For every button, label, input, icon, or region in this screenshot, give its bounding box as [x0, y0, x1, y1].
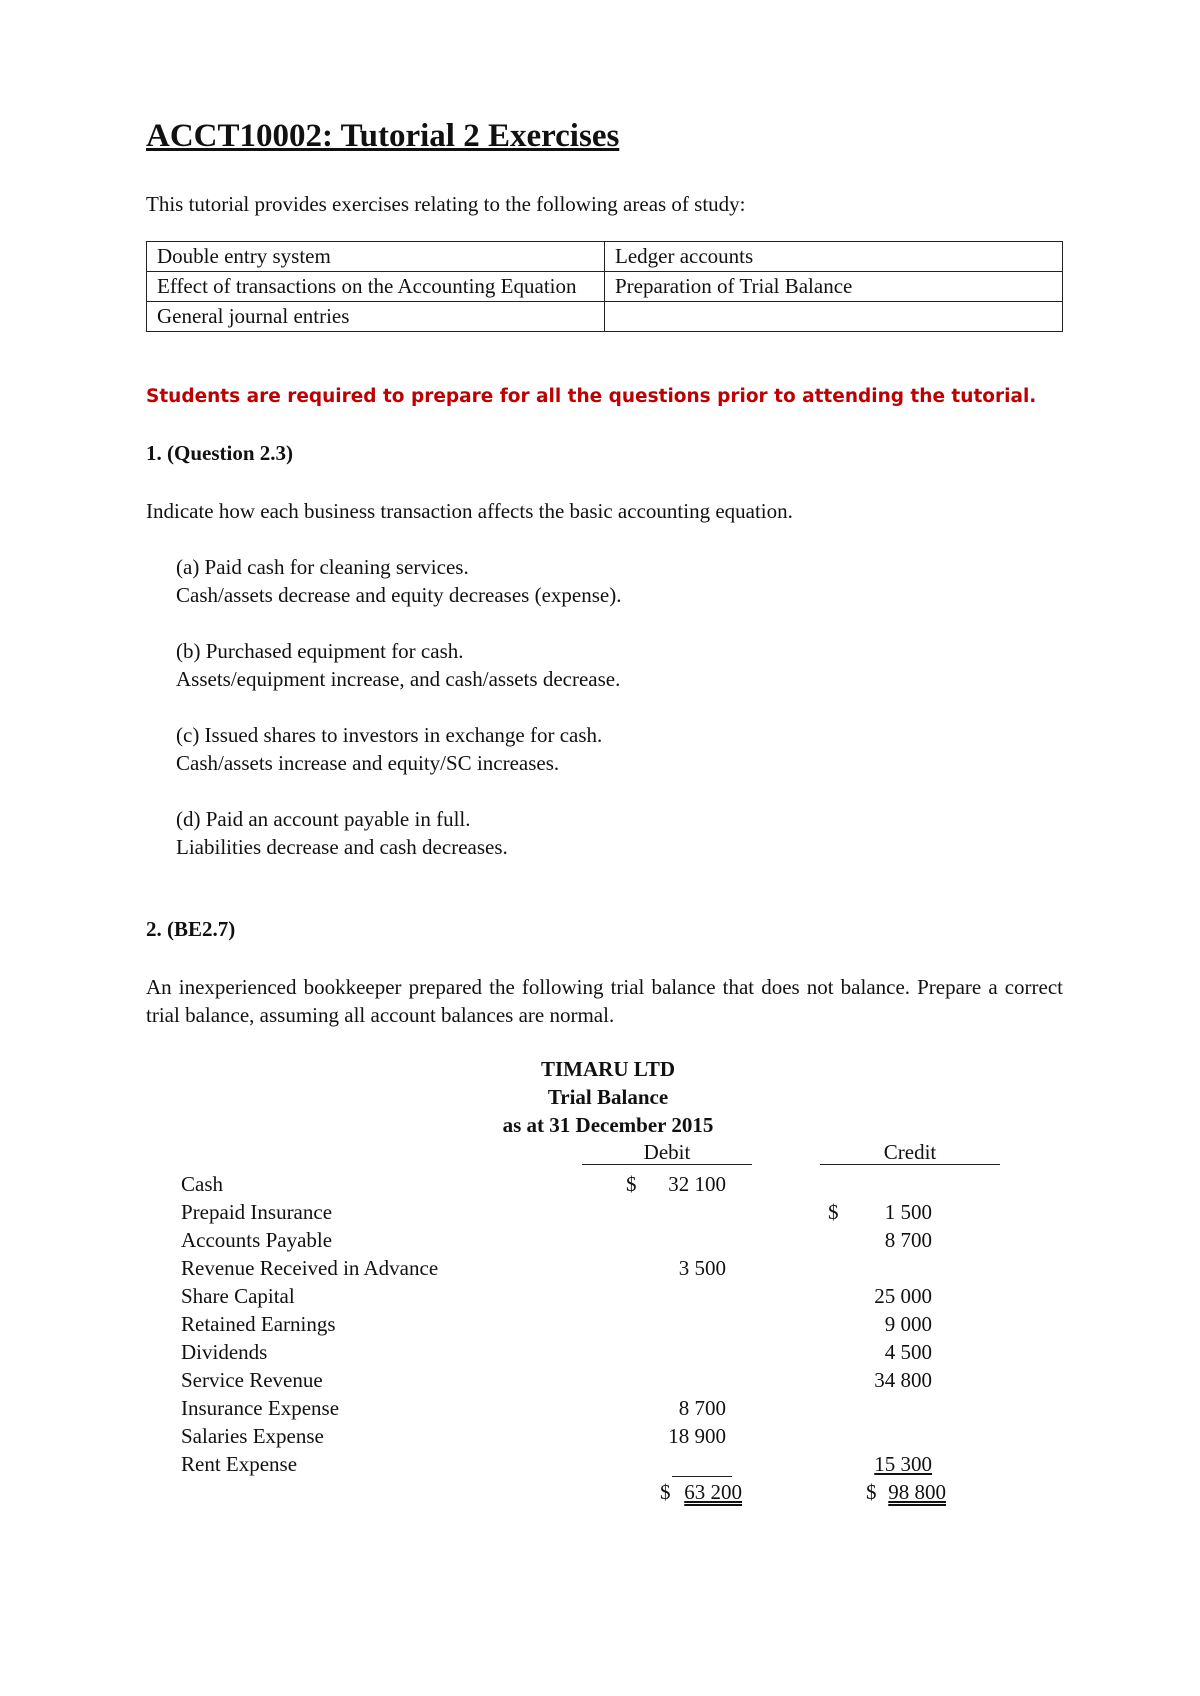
- tb-account-label: Cash: [181, 1172, 223, 1196]
- tb-account-label: Rent Expense: [181, 1452, 298, 1476]
- tb-account-label: Salaries Expense: [181, 1424, 324, 1448]
- tb-account-label: Service Revenue: [181, 1368, 323, 1392]
- tb-debit-amount: 32 100: [668, 1172, 726, 1196]
- q1-item-b: [176, 637, 620, 693]
- tb-credit-amount: 4 500: [884, 1340, 932, 1364]
- table-row: [147, 302, 1063, 332]
- tb-credit-amount: 15 300: [874, 1452, 932, 1476]
- tb-credit-amount: 25 000: [874, 1284, 932, 1308]
- table-row: [147, 272, 1063, 302]
- q1-item-question: (d) Paid an account payable in full.: [176, 807, 471, 831]
- tb-debit-amount: 8 700: [678, 1396, 726, 1420]
- topic-cell: Effect of transactions on the Accounting Equation: [147, 272, 605, 302]
- tb-company: TIMARU LTD: [541, 1057, 675, 1081]
- tb-account-label: Retained Earnings: [181, 1312, 336, 1336]
- q1-item-answer: Assets/equipment increase, and cash/assets decrease.: [176, 667, 621, 691]
- tb-account-label: Prepaid Insurance: [181, 1200, 333, 1224]
- q1-item-question: (b) Purchased equipment for cash.: [176, 639, 464, 663]
- q1-item-answer: Cash/assets decrease and equity decreases (expense).: [176, 583, 622, 607]
- tb-credit-amount: 8 700: [884, 1228, 932, 1252]
- tb-debit-amount: 18 900: [668, 1424, 726, 1448]
- q1-item-question: (c) Issued shares to investors in exchange for cash.: [176, 723, 603, 747]
- tb-total-debit: 63 200: [684, 1480, 742, 1504]
- tb-date: as at 31 December 2015: [502, 1113, 714, 1137]
- topic-cell: Preparation of Trial Balance: [605, 272, 1063, 302]
- tb-account-label: Accounts Payable: [181, 1228, 333, 1252]
- tb-account-label: Insurance Expense: [181, 1396, 340, 1420]
- tb-credit-header: Credit: [820, 1140, 1000, 1165]
- tb-account-label: Revenue Received in Advance: [181, 1256, 439, 1280]
- topic-cell: Double entry system: [147, 242, 605, 272]
- q2-prompt: An inexperienced bookkeeper prepared the following trial balance that does not balance. Prepare a correct trial balance, assuming all account balances are normal.: [146, 975, 1063, 1027]
- tb-credit-amount: 1 500: [884, 1200, 932, 1224]
- tb-total-credit: 98 800: [888, 1480, 946, 1504]
- q1-item-a: [176, 553, 621, 609]
- q1-heading: 1. (Question 2.3): [146, 441, 293, 465]
- topic-cell: Ledger accounts: [605, 242, 1063, 272]
- tb-debit-amount: 3 500: [678, 1256, 726, 1280]
- q1-item-c: [176, 721, 602, 777]
- requirement-notice: Students are required to prepare for all the questions prior to attending the tutorial.: [146, 386, 1037, 407]
- tb-account-label: Share Capital: [181, 1284, 295, 1308]
- tb-credit-amount: 34 800: [874, 1368, 932, 1392]
- tb-total-debit-currency: $: [660, 1480, 671, 1504]
- q1-prompt: Indicate how each business transaction affects the basic accounting equation.: [146, 499, 793, 523]
- table-row: [147, 242, 1063, 272]
- q1-item-d: [176, 805, 508, 861]
- q1-item-answer: Cash/assets increase and equity/SC increases.: [176, 751, 560, 775]
- tb-total-credit-currency: $: [866, 1480, 877, 1504]
- intro-text: This tutorial provides exercises relating to the following areas of study:: [146, 192, 746, 216]
- tb-report-name: Trial Balance: [547, 1085, 669, 1109]
- q1-item-question: (a) Paid cash for cleaning services.: [176, 555, 469, 579]
- page-title: ACCT10002: Tutorial 2 Exercises: [146, 118, 620, 154]
- tb-credit-amount: 9 000: [884, 1312, 932, 1336]
- tb-debit-subtotal-rule: [672, 1476, 732, 1477]
- topics-table: [146, 241, 1063, 332]
- tb-account-label: Dividends: [181, 1340, 268, 1364]
- q2-heading: 2. (BE2.7): [146, 917, 236, 941]
- tb-credit-currency: $: [828, 1200, 839, 1224]
- topic-cell: [605, 302, 1063, 332]
- topic-cell: General journal entries: [147, 302, 605, 332]
- tb-debit-header: Debit: [582, 1140, 752, 1165]
- q1-item-answer: Liabilities decrease and cash decreases.: [176, 835, 508, 859]
- tb-debit-currency: $: [626, 1172, 637, 1196]
